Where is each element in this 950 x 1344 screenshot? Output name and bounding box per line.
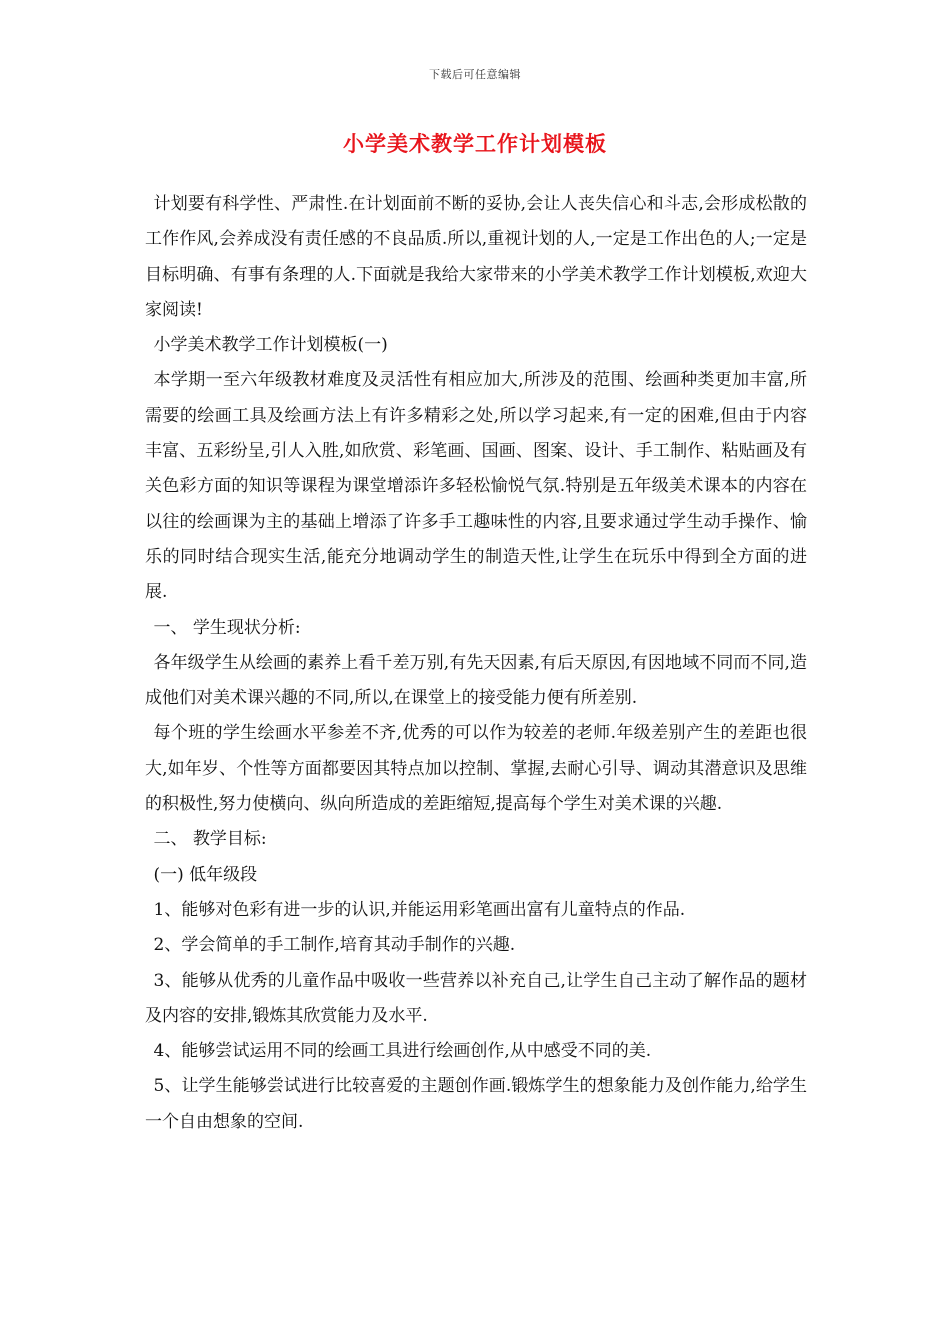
section-heading-student-analysis: 一、 学生现状分析: — [153, 617, 301, 638]
student-analysis-paragraph-1: 各年级学生从绘画的素养上看千差万别,有先天因素,有后天原因,有因地域不同而不同,造成他们对美术课兴趣的不同,所以,在课堂上的接受能力便有所差别. — [145, 652, 807, 709]
subsection-heading-lower-grades: (一) 低年级段 — [153, 864, 258, 885]
document-title: 小学美术教学工作计划模板 — [343, 131, 607, 156]
document-body — [145, 187, 807, 1140]
goal-item-4: 4、能够尝试运用不同的绘画工具进行绘画创作,从中感受不同的美. — [153, 1041, 652, 1062]
student-analysis-paragraph-2: 每个班的学生绘画水平参差不齐,优秀的可以作为较差的老师.年级差别产生的差距也很大,如年岁、个性等方面都要因其特点加以控制、掌握,去耐心引导、调动其潜意识及思维的积极性,努力使横向、纵向所造成的差距缩短,提高每个学生对美术课的兴趣. — [145, 723, 807, 815]
intro-paragraph: 计划要有科学性、严肃性.在计划面前不断的妥协,会让人丧失信心和斗志,会形成松散的工作作风,会养成没有责任感的不良品质.所以,重视计划的人,一定是工作出色的人;一定是目标明确、有事有条理的人.下面就是我给大家带来的小学美术教学工作计划模板,欢迎大家阅读! — [145, 194, 807, 320]
section-heading-template-1: 小学美术教学工作计划模板(一) — [153, 335, 388, 356]
goal-item-3: 3、能够从优秀的儿童作品中吸收一些营养以补充自己,让学生自己主动了解作品的题材及内容的安排,锻炼其欣赏能力及水平. — [145, 970, 807, 1026]
goal-item-1: 1、能够对色彩有进一步的认识,并能运用彩笔画出富有儿童特点的作品. — [153, 899, 686, 920]
section-heading-teaching-goals: 二、 教学目标: — [153, 829, 267, 850]
overview-paragraph: 本学期一至六年级教材难度及灵活性有相应加大,所涉及的范围、绘画种类更加丰富,所需要的绘画工具及绘画方法上有许多精彩之处,所以学习起来,有一定的困难,但由于内容丰富、五彩纷呈,引人入胜,如欣赏、彩笔画、国画、图案、设计、手工制作、粘贴画及有关色彩方面的知识等课程为课堂增添许多轻松愉悦气氛.特别是五年级美术课本的内容在以往的绘画课为主的基础上增添了许多手工趣味性的内容,且要求通过学生动手操作、愉乐的同时结合现实生活,能充分地调动学生的制造天性,让学生在玩乐中得到全方面的进展. — [145, 370, 807, 603]
goal-item-2: 2、学会简单的手工制作,培育其动手制作的兴趣. — [153, 935, 516, 956]
goal-item-5: 5、让学生能够尝试进行比较喜爱的主题创作画.锻炼学生的想象能力及创作能力,给学生一个自由想象的空间. — [145, 1076, 807, 1132]
header-note: 下载后可任意编辑 — [429, 68, 521, 81]
